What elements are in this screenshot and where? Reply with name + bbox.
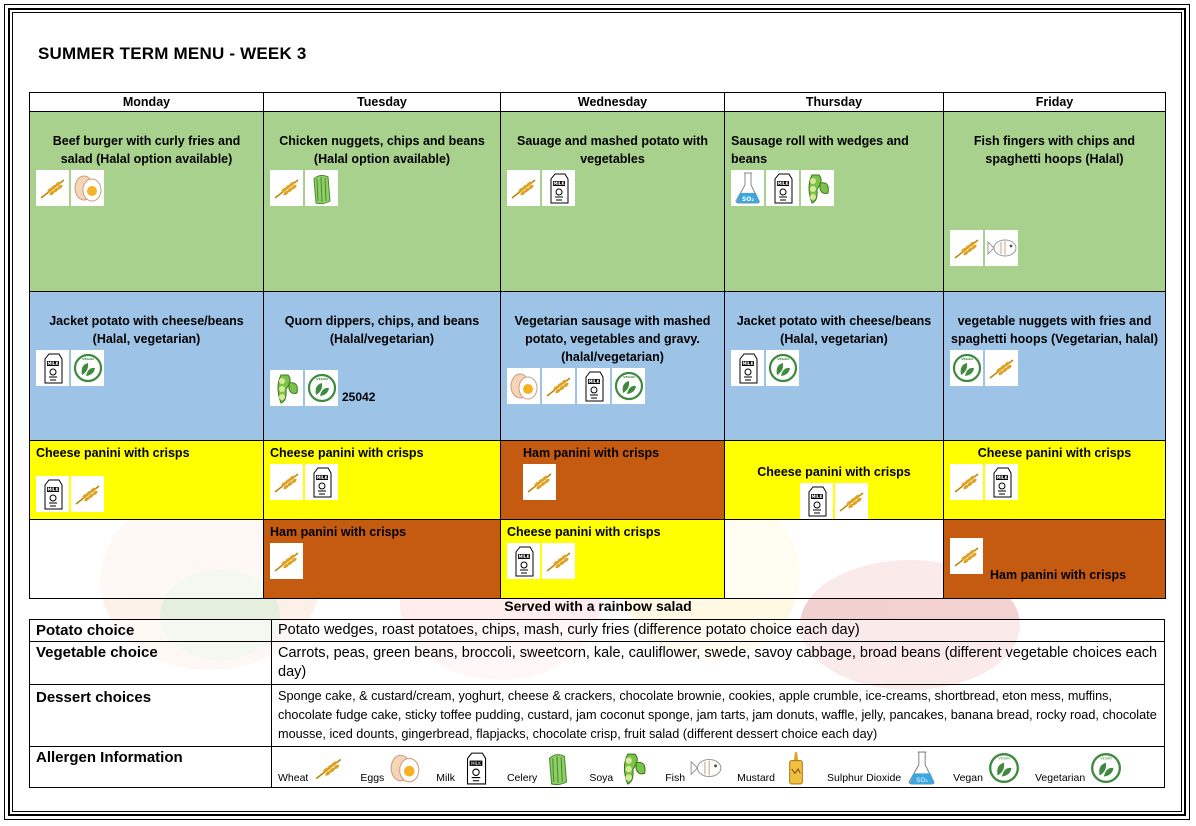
dish-name: Beef burger with curly fries and salad (Halal option available)	[52, 134, 241, 166]
allergen-icons	[731, 483, 937, 519]
svg-text:MILK: MILK	[552, 181, 565, 186]
menu-cell-friday	[944, 112, 1166, 292]
wheat-icon	[270, 170, 303, 206]
wheat-icon	[36, 170, 69, 206]
menu-cell-monday	[30, 292, 264, 441]
wheat-icon	[542, 368, 575, 404]
menu-cell-monday	[30, 112, 264, 292]
svg-text:MILK: MILK	[517, 554, 530, 559]
day-header-friday: Friday	[944, 93, 1166, 112]
svg-text:VEGAN: VEGAN	[81, 357, 94, 361]
menu-cell-tuesday	[264, 441, 501, 520]
mustard-icon	[779, 749, 813, 787]
vegan-icon	[305, 370, 338, 406]
menu-cell-monday	[30, 520, 264, 599]
milk-icon	[766, 170, 799, 206]
menu-cell-thursday	[725, 292, 944, 441]
svg-text:VEGAN: VEGAN	[960, 357, 973, 361]
info-row-vegetable	[30, 642, 1165, 685]
dish-name: Cheese panini with crisps	[36, 446, 190, 460]
vegan-icon	[1089, 749, 1123, 787]
menu-cell-wednesday	[501, 441, 725, 520]
allergen-legend-item	[278, 749, 360, 787]
celery-icon	[305, 170, 338, 206]
allergen-icons	[950, 350, 1159, 386]
dish-name: Jacket potato with cheese/beans (Halal, vegetarian)	[49, 314, 244, 346]
wheat-icon	[950, 464, 983, 500]
wheat-icon	[270, 464, 303, 500]
svg-text:VEGAN: VEGAN	[1100, 756, 1112, 761]
vegan-icon	[71, 350, 104, 386]
dish-name: Quorn dippers, chips, and beans (Halal/vegetarian)	[284, 314, 480, 346]
day-header-tuesday: Tuesday	[264, 93, 501, 112]
vegan-icon	[766, 350, 799, 386]
allergen-icons	[731, 170, 937, 206]
wheat-icon	[523, 464, 556, 500]
dish-name: Cheese panini with crisps	[757, 465, 911, 479]
allergen-icons	[36, 476, 257, 512]
allergen-name: Fish	[665, 772, 686, 784]
celery-icon	[541, 749, 575, 787]
allergen-icons	[950, 230, 1159, 266]
allergen-name: Celery	[506, 772, 538, 784]
page-title: SUMMER TERM MENU - WEEK 3	[38, 44, 307, 63]
allergen-name: Mustard	[737, 772, 776, 784]
allergen-icons	[731, 350, 937, 386]
info-value: Carrots, peas, green beans, broccoli, sweetcorn, kale, cauliflower, swede, savoy cabbage, broad beans (different vegetable choices each day)	[272, 642, 1165, 685]
milk-icon	[305, 464, 338, 500]
svg-text:MILK: MILK	[46, 487, 59, 492]
allergen-name: Soya	[589, 772, 614, 784]
allergen-icons	[270, 170, 494, 206]
info-row-potato	[30, 620, 1165, 642]
wheat-icon	[835, 483, 868, 519]
allergen-legend	[272, 747, 1165, 788]
allergen-name: Sulphur Dioxide	[827, 772, 902, 784]
milk-icon	[36, 476, 69, 512]
dish-name: Jacket potato with cheese/beans (Halal, vegetarian)	[736, 314, 932, 346]
day-header-row	[30, 93, 1166, 112]
dish-name: Cheese panini with crisps	[977, 446, 1132, 460]
dish-name: Sausage roll with wedges and beans	[731, 134, 909, 166]
egg-icon	[388, 749, 422, 787]
menu-row	[30, 441, 1166, 520]
svg-text:MILK: MILK	[810, 494, 823, 499]
dish-name: Chicken nuggets, chips and beans (Halal option available)	[279, 134, 485, 166]
wheat-icon	[950, 538, 983, 574]
vegan-icon	[950, 350, 983, 386]
vegan-icon	[987, 749, 1021, 787]
sulphur-dioxide-icon	[905, 749, 939, 787]
svg-text:SO₂: SO₂	[916, 775, 928, 784]
milk-icon	[507, 543, 540, 579]
dish-name: Cheese panini with crisps	[270, 446, 424, 460]
wheat-icon	[985, 350, 1018, 386]
allergen-icons	[36, 170, 257, 206]
wheat-icon	[270, 543, 303, 579]
info-value: Potato wedges, roast potatoes, chips, mash, curly fries (difference potato choice each day)	[272, 620, 1165, 642]
svg-text:MILK: MILK	[741, 361, 754, 366]
soya-icon	[617, 749, 651, 787]
day-header-wednesday: Wednesday	[501, 93, 725, 112]
svg-text:VEGAN: VEGAN	[998, 756, 1010, 761]
wheat-icon	[71, 476, 104, 512]
allergen-legend-item	[360, 749, 436, 787]
info-value: Sponge cake, & custard/cream, yoghurt, cheese & crackers, chocolate brownie, cookies, apple crumble, ice-creams, shortbread, eton mess, muffins, chocolate fudge cake, sticky toffee pudding, custard, jam coconut sponge, jam tarts, jam donuts, waffle, jelly, pancakes, banana bread, rocky road, chocolate mousse, iced dounts, gingerbread, flapjacks, chocolate crisp, fruit salad (different dessert choice each day)	[272, 685, 1165, 747]
allergen-icons	[36, 350, 257, 386]
svg-text:MILK: MILK	[315, 475, 328, 480]
allergen-legend-item	[665, 749, 737, 787]
info-row-dessert	[30, 685, 1165, 747]
egg-icon	[71, 170, 104, 206]
milk-icon	[985, 464, 1018, 500]
svg-text:SO₂: SO₂	[741, 196, 754, 203]
wheat-icon	[950, 230, 983, 266]
svg-text:VEGAN: VEGAN	[315, 377, 328, 381]
info-label: Potato choice	[30, 620, 272, 642]
dish-name: Ham panini with crisps	[270, 525, 407, 539]
menu-cell-tuesday	[264, 292, 501, 441]
svg-text:MILK: MILK	[46, 361, 59, 366]
dish-name: Sauage and mashed potato with vegetables	[517, 134, 708, 166]
info-row-allergen	[30, 747, 1165, 788]
milk-icon	[542, 170, 575, 206]
day-header-monday: Monday	[30, 93, 264, 112]
milk-icon	[577, 368, 610, 404]
allergen-icons	[507, 543, 718, 579]
sulphur-dioxide-icon	[731, 170, 764, 206]
svg-text:VEGAN: VEGAN	[622, 375, 635, 379]
allergen-legend-item	[953, 749, 1035, 787]
info-table	[29, 619, 1165, 788]
menu-cell-tuesday	[264, 112, 501, 292]
allergen-legend-item	[436, 749, 507, 787]
menu-cell-thursday	[725, 441, 944, 520]
menu-row	[30, 292, 1166, 441]
allergen-legend-item	[507, 749, 589, 787]
milk-icon	[36, 350, 69, 386]
wheat-icon	[542, 543, 575, 579]
milk-icon	[800, 483, 833, 519]
allergen-name: Eggs	[360, 772, 385, 784]
dish-name: Ham panini with crisps	[523, 446, 660, 460]
info-label: Vegetable choice	[30, 642, 272, 685]
cell-note: 25042	[342, 390, 376, 404]
menu-cell-wednesday	[501, 292, 725, 441]
dish-name: Ham panini with crisps	[990, 568, 1127, 582]
menu-row	[30, 520, 1166, 599]
allergen-legend-item	[737, 749, 827, 787]
dish-name: Vegetarian sausage with mashed potato, vegetables and gravy. (halal/vegetarian)	[514, 314, 711, 364]
allergen-icons	[950, 464, 1159, 500]
allergen-legend-item	[589, 749, 665, 787]
allergen-icons	[270, 370, 494, 406]
soya-icon	[270, 370, 303, 406]
allergen-legend-item	[827, 749, 953, 787]
menu-cell-monday	[30, 441, 264, 520]
vegan-icon	[612, 368, 645, 404]
egg-icon	[507, 368, 540, 404]
dish-name: vegetable nuggets with fries and spaghetti hoops (Vegetarian, halal)	[951, 314, 1158, 346]
dish-name: Fish fingers with chips and spaghetti hoops (Halal)	[973, 134, 1136, 166]
wheat-icon	[507, 170, 540, 206]
allergen-name: Vegan	[953, 772, 983, 784]
fish-icon	[689, 749, 723, 787]
menu-cell-friday	[944, 292, 1166, 441]
allergen-name: Vegetarian	[1034, 772, 1086, 784]
soya-icon	[801, 170, 834, 206]
rainbow-salad-note: Served with a rainbow salad	[504, 598, 692, 614]
milk-icon	[731, 350, 764, 386]
allergen-icons	[270, 464, 494, 500]
svg-text:MILK: MILK	[470, 761, 482, 767]
menu-cell-friday	[944, 520, 1166, 599]
dish-name: Cheese panini with crisps	[507, 525, 661, 539]
menu-cell-wednesday	[501, 112, 725, 292]
allergen-icons	[523, 464, 718, 500]
svg-text:MILK: MILK	[587, 379, 600, 384]
menu-cell-friday	[944, 441, 1166, 520]
allergen-icons	[507, 170, 718, 206]
svg-text:VEGAN: VEGAN	[776, 357, 789, 361]
svg-text:MILK: MILK	[776, 181, 789, 186]
wheat-icon	[312, 749, 346, 787]
menu-row	[30, 112, 1166, 292]
allergen-legend-item	[1035, 749, 1137, 787]
info-label: Dessert choices	[30, 685, 272, 747]
day-header-thursday: Thursday	[725, 93, 944, 112]
allergen-icons	[270, 543, 494, 579]
allergen-icons	[507, 368, 718, 404]
allergen-name: Wheat	[278, 772, 309, 784]
svg-text:MILK: MILK	[995, 475, 1008, 480]
info-label: Allergen Information	[30, 747, 272, 788]
menu-cell-tuesday	[264, 520, 501, 599]
menu-cell-wednesday	[501, 520, 725, 599]
allergen-name: Milk	[436, 772, 455, 784]
menu-cell-thursday	[725, 112, 944, 292]
milk-icon	[459, 749, 493, 787]
fish-icon	[985, 230, 1018, 266]
menu-cell-thursday	[725, 520, 944, 599]
weekly-menu-table	[29, 92, 1166, 599]
